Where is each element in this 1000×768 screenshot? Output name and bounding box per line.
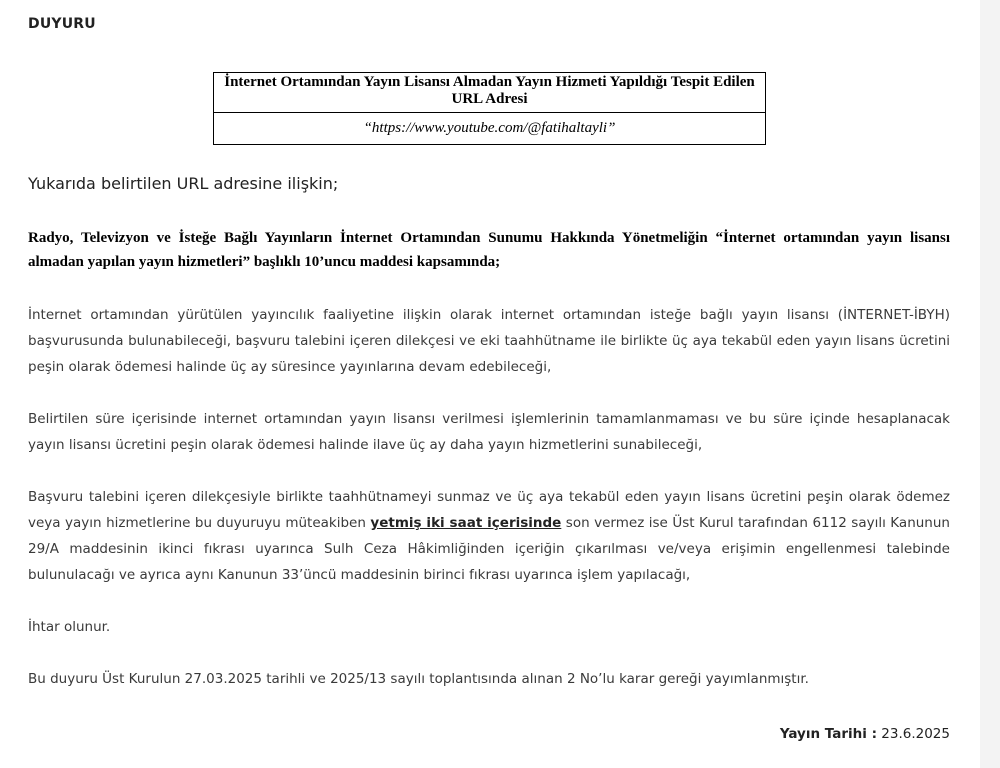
publish-date-line (780, 726, 950, 742)
decision-text: Bu duyuru Üst Kurulun 27.03.2025 tarihli ve 2025/13 sayılı toplantısında alınan 2 No’lu karar gereği yayımlanmıştır. (28, 671, 809, 687)
publish-date-value: 23.6.2025 (881, 726, 950, 742)
sanction-text-after: son vermez ise Üst Kurul tarafından 6112 sayılı Kanunun 29/A maddesinin ikinci fıkrası uyarınca Sulh Ceza Hâkimliğinden içeriğin çıkarılması ve/veya erişimin engellenmesi talebinde bulunulacağı ve ayrıca aynı Kanunun 33’üncü maddesinin birinci fıkrası uyarınca işlem yapılacağı, (28, 515, 950, 583)
notice-heading: DUYURU (28, 16, 96, 32)
paragraph-sanction (28, 484, 950, 588)
intro-text: Yukarıda belirtilen URL adresine ilişkin; (28, 174, 339, 193)
publish-date-label: Yayın Tarihi : (779, 726, 877, 742)
url-table (213, 72, 766, 145)
regulation-paragraph: Radyo, Televizyon ve İsteğe Bağlı Yayınların İnternet Ortamından Sunumu Hakkında Yönetmeliğin “İnternet ortamından yayın lisansı almadan yapılan yayın hizmetleri” başlıklı 10’uncu maddesi kapsamında; (28, 230, 950, 270)
warning-text: İhtar olunur. (28, 619, 111, 635)
deadline-emphasis: yetmiş iki saat içerisinde (370, 515, 562, 531)
url-table-url: “https://www.youtube.com/@fatihaltayli” (214, 113, 766, 145)
url-table-value-row (214, 113, 766, 145)
url-table-header-row (214, 73, 766, 113)
paragraph-license-application: İnternet ortamından yürütülen yayıncılık faaliyetine ilişkin olarak internet ortamından isteğe bağlı yayın lisansı (İNTERNET-İBYH) başvurusunda bulunabileceği, başvuru talebini içeren dilekçesi ve eki taahhütname ile birlikte üç aya tekabül eden yayın lisans ücretini peşin olarak ödemesi halinde üç ay süresince yayınlarına devam edebileceği, (28, 307, 950, 375)
sanction-text-before: Başvuru talebini içeren dilekçesiyle birlikte taahhütnameyi sunmaz ve üç aya tekabül eden yayın lisans ücretini peşin olarak ödemez veya yayın hizmetlerine bu duyuruyu müteakiben (28, 489, 950, 531)
url-table-header: İnternet Ortamından Yayın Lisansı Almadan Yayın Hizmeti Yapıldığı Tespit Edilen URL Adresi (214, 73, 766, 113)
paragraph-extension: Belirtilen süre içerisinde internet ortamından yayın lisansı verilmesi işlemlerinin tamamlanmaması ve bu süre içinde hesaplanacak yayın lisansı ücretini peşin olarak ödemesi halinde ilave üç ay daha yayın hizmetlerini sunabileceği, (28, 411, 950, 453)
